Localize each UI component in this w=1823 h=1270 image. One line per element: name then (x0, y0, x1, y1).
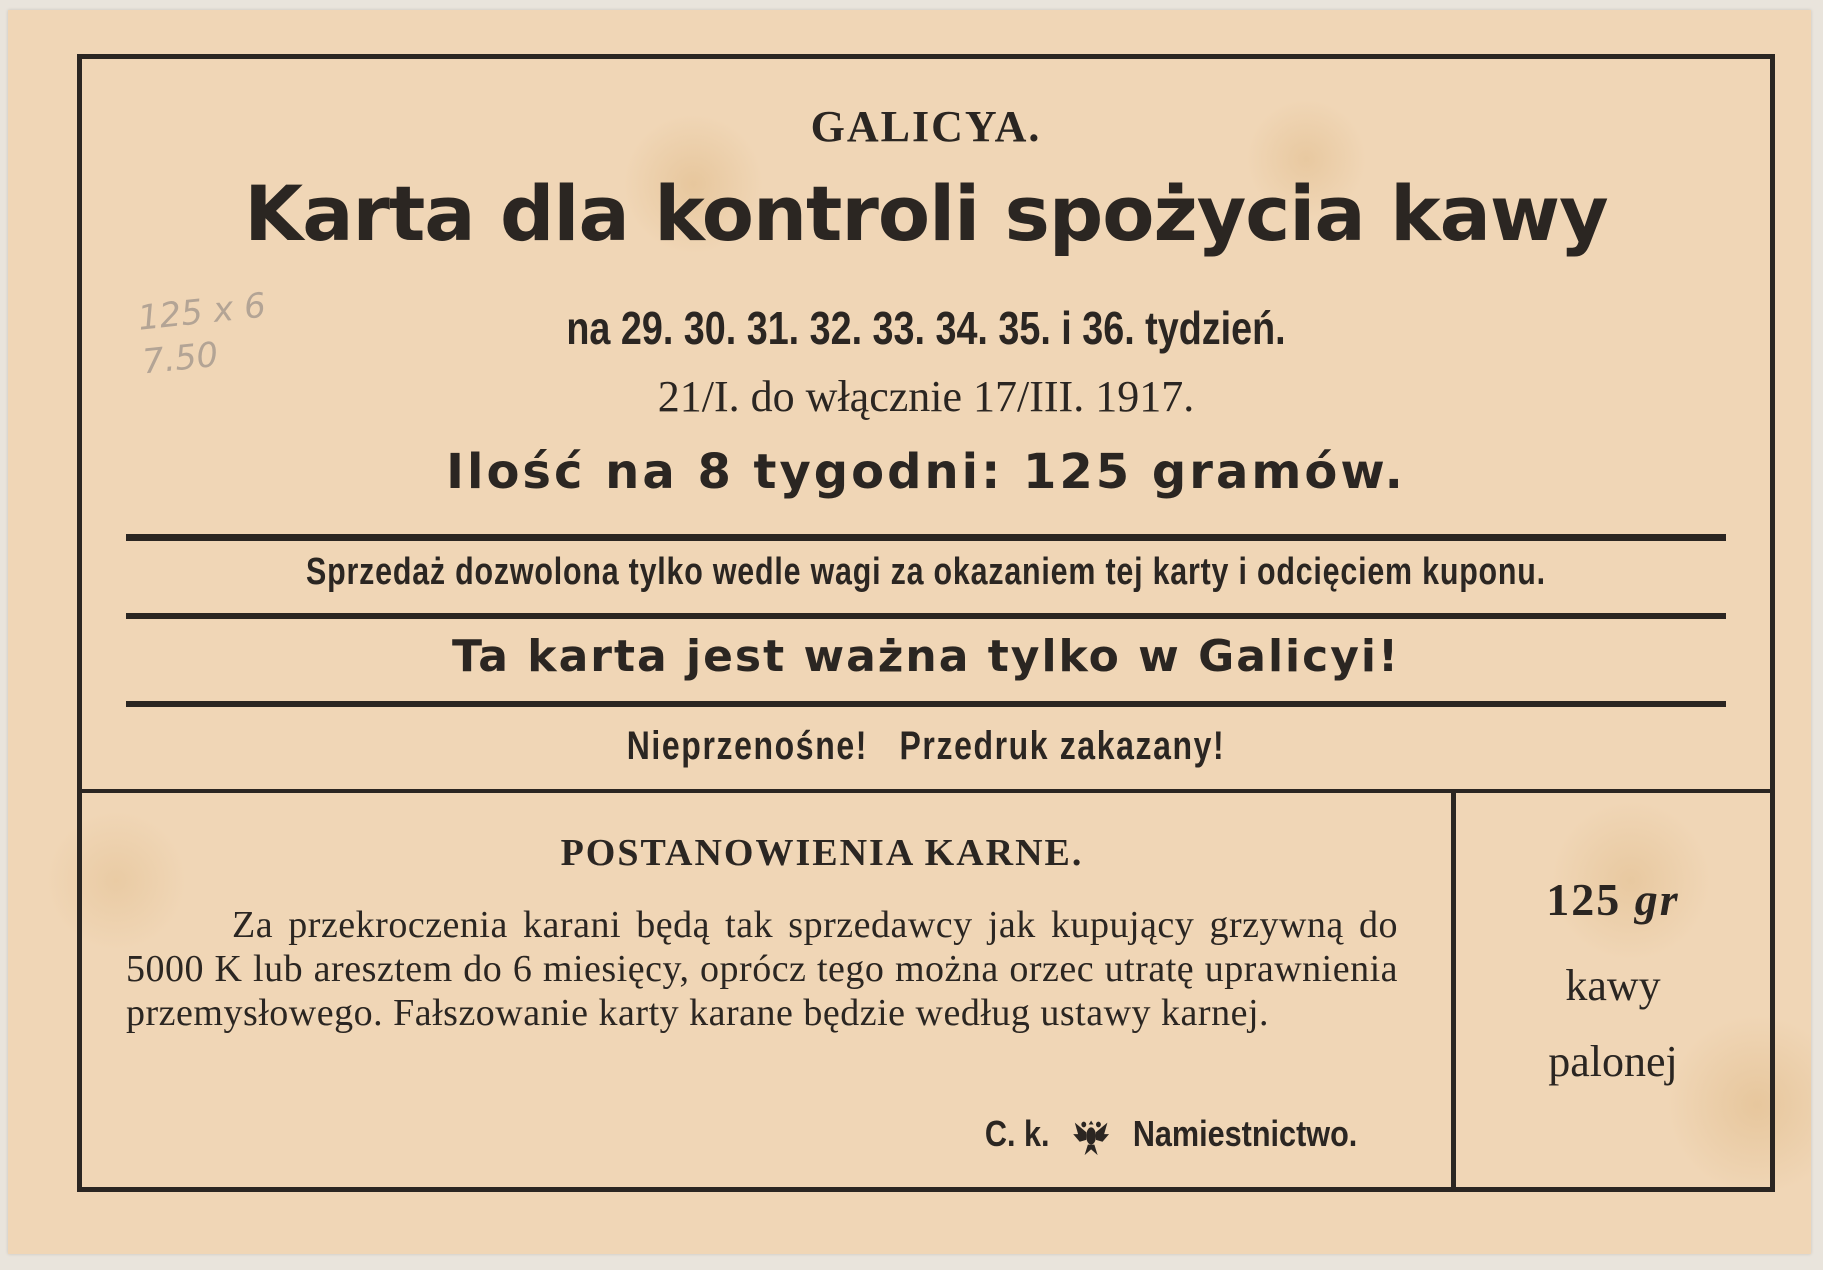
penal-title: POSTANOWIENIA KARNE. (560, 832, 1084, 874)
sign-suffix: Namiestnictwo. (1132, 1113, 1358, 1154)
pencil-note-line-1: 125 x 6 (135, 285, 268, 339)
ration-card-paper (8, 10, 1811, 1254)
coupon-line-2: palonej (1548, 1037, 1678, 1086)
divider-rule (126, 534, 1726, 541)
sign-prefix: C. k. (984, 1113, 1050, 1154)
non-transferable-notice: Nieprzenośne! Przedruk zakazany! (626, 724, 1226, 768)
card-frame (77, 54, 1775, 1192)
coupon (1456, 793, 1770, 1187)
validity-notice: Ta karta jest ważna tylko w Galicyi! (451, 631, 1401, 682)
card-title: Karta dla kontroli spożycia kawy (244, 169, 1608, 258)
divider-rule (126, 613, 1726, 619)
double-headed-eagle-icon (1072, 1113, 1111, 1159)
penal-provisions (126, 793, 1398, 1035)
coupon-amount-value: 125 (1546, 874, 1622, 925)
sale-notice: Sprzedaż dozwolona tylko wedle wagi za okazaniem tej karty i odcięciem kuponu. (306, 551, 1546, 593)
weeks-line: na 29. 30. 31. 32. 33. 34. 35. i 36. tydzień. (566, 302, 1286, 354)
divider-rule (126, 701, 1726, 707)
penal-text: Za przekroczenia karani będą tak sprzedawcy jak kupujący grzywną do 5000 K lub aresztem do 6 miesięcy, oprócz tego można orzec utratę uprawnienia przemysłowego. Fałszowanie karty karane będzie według ustawy karnej. (126, 904, 1398, 1034)
coupon-amount-unit: gr (1634, 874, 1680, 925)
coupon-amount (1456, 873, 1770, 926)
card-header-section (82, 59, 1770, 789)
validity-dates: 21/I. do włącznie 17/III. 1917. (657, 372, 1195, 421)
region-name: GALICYA. (810, 102, 1042, 151)
ration-amount: Ilość na 8 tygodni: 125 gramów. (446, 444, 1406, 500)
pencil-note-line-2: 7.50 (140, 334, 221, 383)
coupon-line-1: kawy (1565, 961, 1661, 1010)
card-footer-section (82, 793, 1770, 1187)
